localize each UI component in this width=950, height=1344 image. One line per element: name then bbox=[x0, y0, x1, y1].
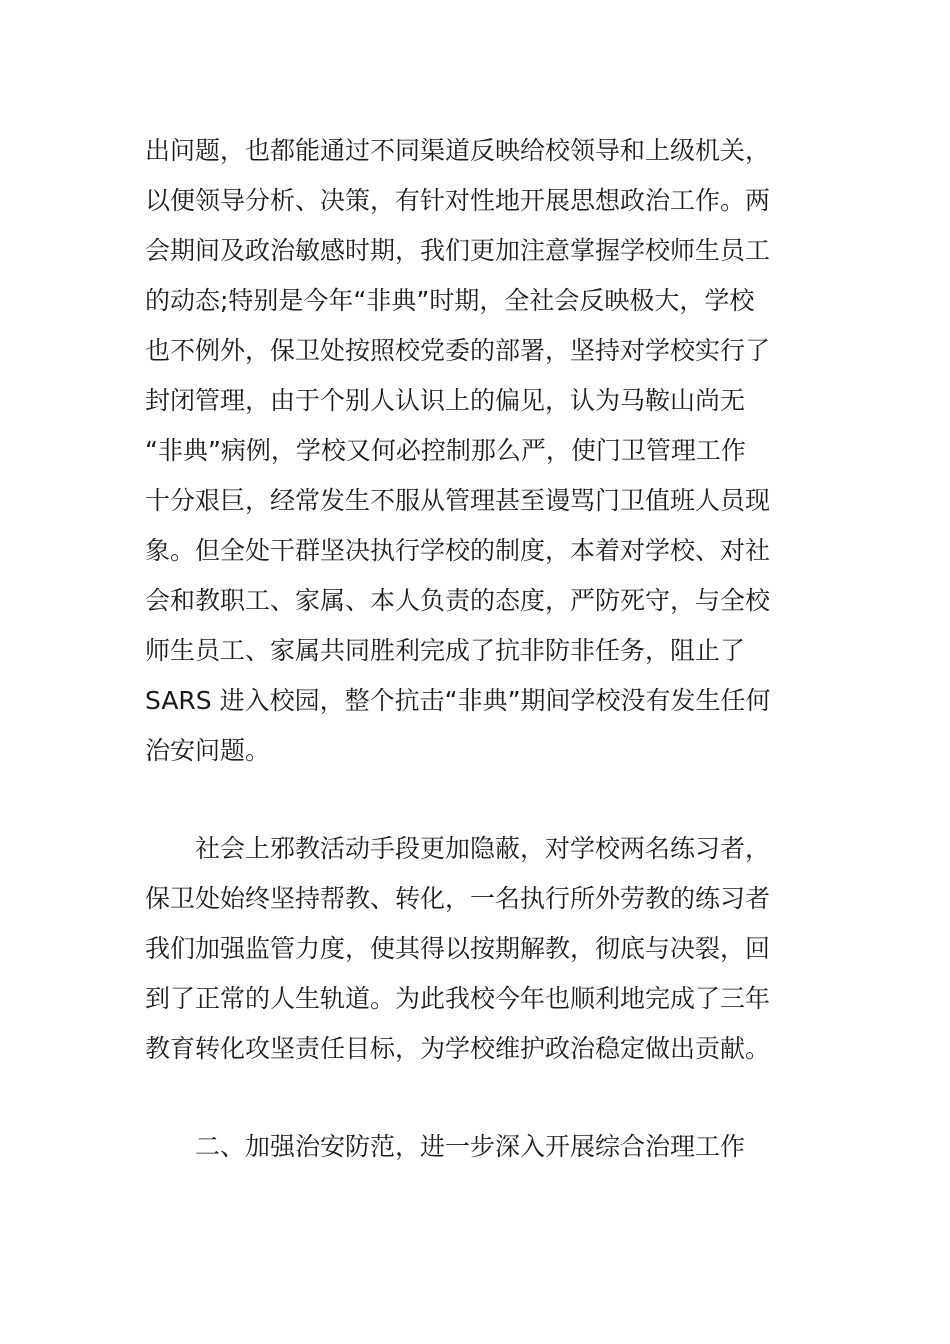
paragraph-2-line-2: 保卫处始终坚持帮教、转化，一名执行所外劳教的练习者 bbox=[145, 884, 771, 913]
paragraph-1-line-9: 象。但全处干群坚决执行学校的制度，本着对学校、对社 bbox=[145, 536, 771, 565]
paragraph-1-line-8: 十分艰巨，经常发生不服从管理甚至谩骂门卫值班人员现 bbox=[145, 486, 771, 515]
paragraph-2-line-5: 教育转化攻坚责任目标，为学校维护政治稳定做出贡献。 bbox=[145, 1034, 771, 1063]
paragraph-1-line-10: 会和教职工、家属、本人负责的态度，严防死守，与全校 bbox=[145, 586, 771, 615]
paragraph-2-line-3: 我们加强监管力度，使其得以按期解教，彻底与决裂，回 bbox=[145, 934, 771, 963]
paragraph-1-line-4: 的动态;特别是今年“非典”时期，全社会反映极大，学校 bbox=[145, 286, 755, 315]
paragraph-1-line-3: 会期间及政治敏感时期，我们更加注意掌握学校师生员工 bbox=[145, 236, 771, 265]
paragraph-2-line-1: 社会上邪教活动手段更加隐蔽，对学校两名练习者， bbox=[195, 834, 771, 863]
paragraph-1-line-13: 治安问题。 bbox=[145, 736, 271, 765]
paragraph-2-line-4: 到了正常的人生轨道。为此我校今年也顺利地完成了三年 bbox=[145, 984, 771, 1013]
paragraph-1-line-11: 师生员工、家属共同胜利完成了抗非防非任务，阻止了 bbox=[145, 636, 746, 665]
paragraph-1-line-6: 封闭管理，由于个别人认识上的偏见，认为马鞍山尚无 bbox=[145, 386, 746, 415]
paragraph-1-line-1: 出问题，也都能通过不同渠道反映给校领导和上级机关， bbox=[145, 136, 771, 165]
paragraph-1-line-2: 以便领导分析、决策，有针对性地开展思想政治工作。两 bbox=[145, 186, 771, 215]
section-heading: 二、加强治安防范，进一步深入开展综合治理工作 bbox=[195, 1132, 746, 1161]
paragraph-1-line-7: “非典”病例，学校又何必控制那么严，使门卫管理工作 bbox=[145, 436, 746, 465]
paragraph-1-line-12: SARS 进入校园，整个抗击“非典”期间学校没有发生任何 bbox=[145, 686, 771, 715]
paragraph-1-line-5: 也不例外，保卫处按照校党委的部署，坚持对学校实行了 bbox=[145, 336, 771, 365]
